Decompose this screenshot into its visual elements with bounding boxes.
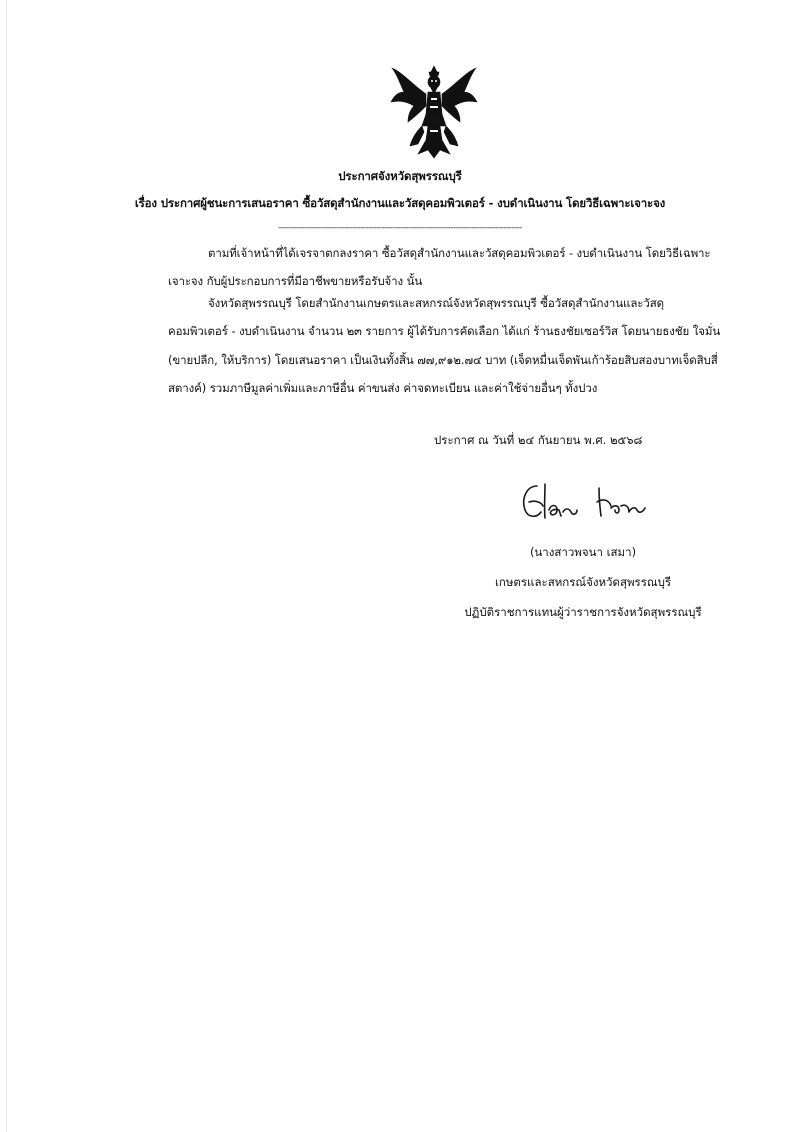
garuda-emblem-icon <box>388 62 480 162</box>
divider-line: -------------------------------------------------------------------------------------------- <box>278 223 522 233</box>
paragraph-2-line-4: สตางค์) รวมภาษีมูลค่าเพิ่มและภาษีอื่น ค่าขนส่ง ค่าจดทะเบียน และค่าใช้จ่ายอื่นๆ ทั้งปวง <box>168 381 598 396</box>
signatory-name: (นางสาวพจนา เสมา) <box>529 545 637 559</box>
paragraph-1-line-2: เจาะจง กับผู้ประกอบการที่มีอาชีพขายหรือรับจ้าง นั้น <box>168 274 423 289</box>
document-title: ประกาศจังหวัดสุพรรณบุรี <box>338 169 462 183</box>
paragraph-1-line-1: ตามที่เจ้าหน้าที่ได้เจรจาตกลงราคา ซื้อวัสดุสำนักงานและวัสดุคอมพิวเตอร์ - งบดำเนินงาน โดยวิธีเฉพาะ <box>208 246 711 260</box>
paragraph-2-line-1: จังหวัดสุพรรณบุรี โดยสำนักงานเกษตรและสหกรณ์จังหวัดสุพรรณบุรี ซื้อวัสดุสำนักงานและวัสดุ <box>208 296 664 310</box>
paragraph-1 <box>168 239 728 296</box>
paragraph-2 <box>168 289 728 403</box>
handwritten-signature <box>515 476 665 532</box>
paragraph-2-line-2: คอมพิวเตอร์ - งบดำเนินงาน จำนวน ๒๓ รายการ ผู้ได้รับการคัดเลือก ได้แก่ ร้านธงชัยเซอร์วิส โดยนายธงชัย ใจมั่น <box>168 324 721 339</box>
document-subject: เรื่อง ประกาศผู้ชนะการเสนอราคา ซื้อวัสดุสำนักงานและวัสดุคอมพิวเตอร์ - งบดำเนินงาน โดยวิธีเฉพาะเจาะจง <box>134 196 666 210</box>
paragraph-2-line-3: (ขายปลีก, ให้บริการ) โดยเสนอราคา เป็นเงินทั้งสิ้น ๗๗,๙๑๒.๗๔ บาท (เจ็ดหมื่นเจ็ดพันเก้าร้อยสิบสองบาทเจ็ดสิบสี่ <box>168 352 718 367</box>
signatory-acting-position: ปฏิบัติราชการแทนผู้ว่าราชการจังหวัดสุพรรณบุรี <box>464 605 702 619</box>
announcement-date: ประกาศ ณ วันที่ ๒๔ กันยายน พ.ศ. ๒๕๖๘ <box>434 433 643 447</box>
signatory-position: เกษตรและสหกรณ์จังหวัดสุพรรณบุรี <box>494 575 672 589</box>
